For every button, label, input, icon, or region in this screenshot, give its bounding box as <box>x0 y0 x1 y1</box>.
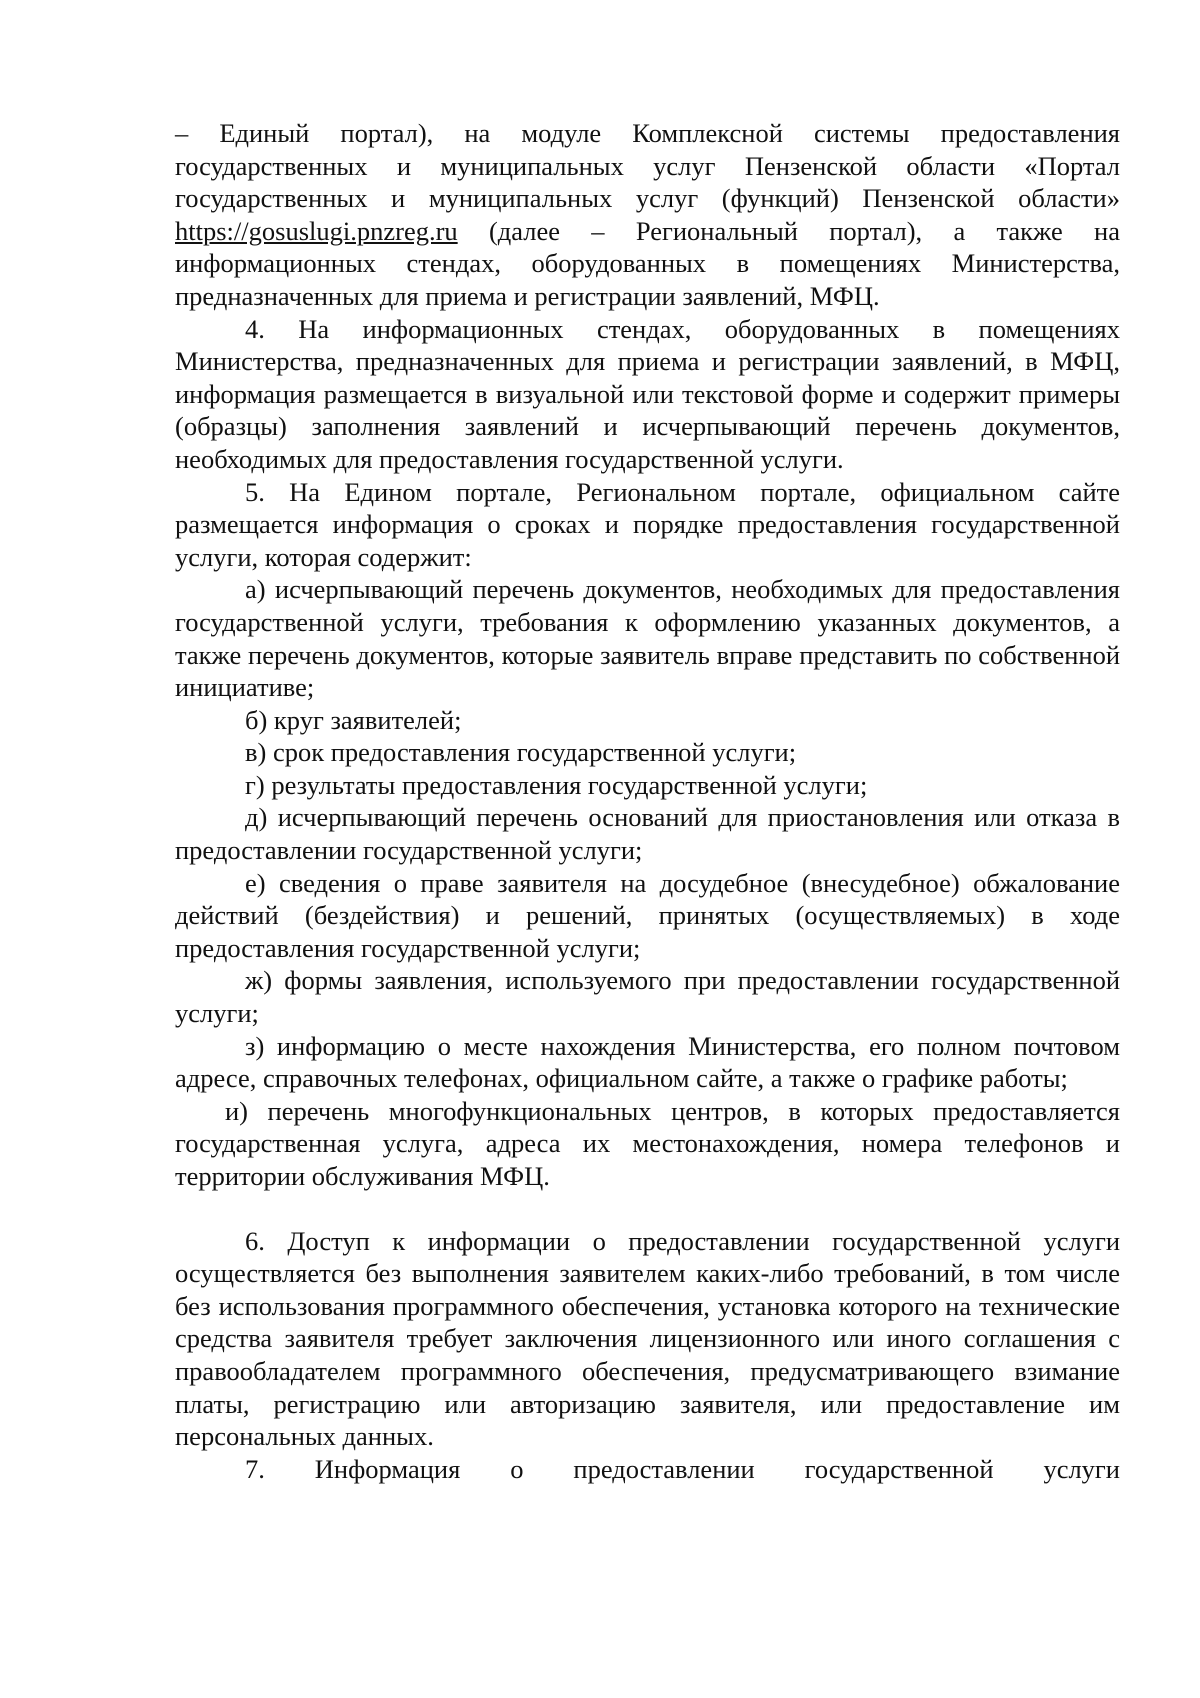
list-item-v: в) срок предоставления государственной услуги; <box>245 737 797 768</box>
list-item-a: а) исчерпывающий перечень документов, необходимых для предоставления государственной услуги, требования к оформлению указанных документов, а также перечень документов, которые заявитель вправе представить по собственной инициативе; <box>175 574 1120 703</box>
list-item-z: з) информацию о месте нахождения Министерства, его полном почтовом адресе, справочных телефонах, официальном сайте, а также о графике работы; <box>175 1030 1120 1094</box>
list-item-e: е) сведения о праве заявителя на досудебное (внесудебное) обжалование действий (бездействия) и решений, принятых (осуществляемых) в ходе предоставления государственной услуги; <box>175 867 1120 963</box>
paragraph-text: (далее – Региональный портал), а также на информационных стендах, оборудованных в помещениях Министерства, предназначенных для приема и регистрации заявлений, МФЦ. <box>175 215 1120 311</box>
paragraph-4: 4. На информационных стендах, оборудованных в помещениях Министерства, предназначенных для приема и регистрации заявлений, в МФЦ, информация размещается в визуальной или текстовой форме и содержит примеры (образцы) заполнения заявлений и исчерпывающий перечень документов, необходимых для предоставления государственной услуги. <box>175 313 1120 474</box>
list-item-g: г) результаты предоставления государственной услуги; <box>245 769 868 800</box>
list-item-zh: ж) формы заявления, используемого при предоставлении государственной услуги; <box>175 965 1120 1029</box>
document-page <box>175 117 1120 1485</box>
paragraph-7: 7. Информация о предоставлении государственной услуги <box>245 1453 1120 1484</box>
list-item-b: б) круг заявителей; <box>245 704 462 735</box>
paragraph-6: 6. Доступ к информации о предоставлении государственной услуги осуществляется без выполнения заявителем каких-либо требований, в том числе без использования программного обеспечения, установка которого на технические средства заявителя требует заключения лицензионного или иного соглашения с правообладателем программного обеспечения, предусматривающего взимание платы, регистрацию или авторизацию заявителя, или предоставление им персональных данных. <box>175 1225 1120 1452</box>
paragraph-text: – Единый портал), на модуле Комплексной системы предоставления государственных и муниципальных услуг Пензенской области «Портал государственных и муниципальных услуг (функций) Пензенской области» <box>175 118 1120 214</box>
list-item-d: д) исчерпывающий перечень оснований для приостановления или отказа в предоставлении государственной услуги; <box>175 802 1120 866</box>
paragraph-5: 5. На Едином портале, Региональном портале, официальном сайте размещается информация о сроках и порядке предоставления государственной услуги, которая содержит: <box>175 476 1120 572</box>
list-item-i: и) перечень многофункциональных центров, в которых предоставляется государственная услуга, адреса их местонахождения, номера телефонов и территории обслуживания МФЦ. <box>175 1095 1120 1191</box>
regional-portal-link[interactable]: https://gosuslugi.pnzreg.ru <box>175 215 458 246</box>
paragraph-portal-info <box>175 117 1120 313</box>
